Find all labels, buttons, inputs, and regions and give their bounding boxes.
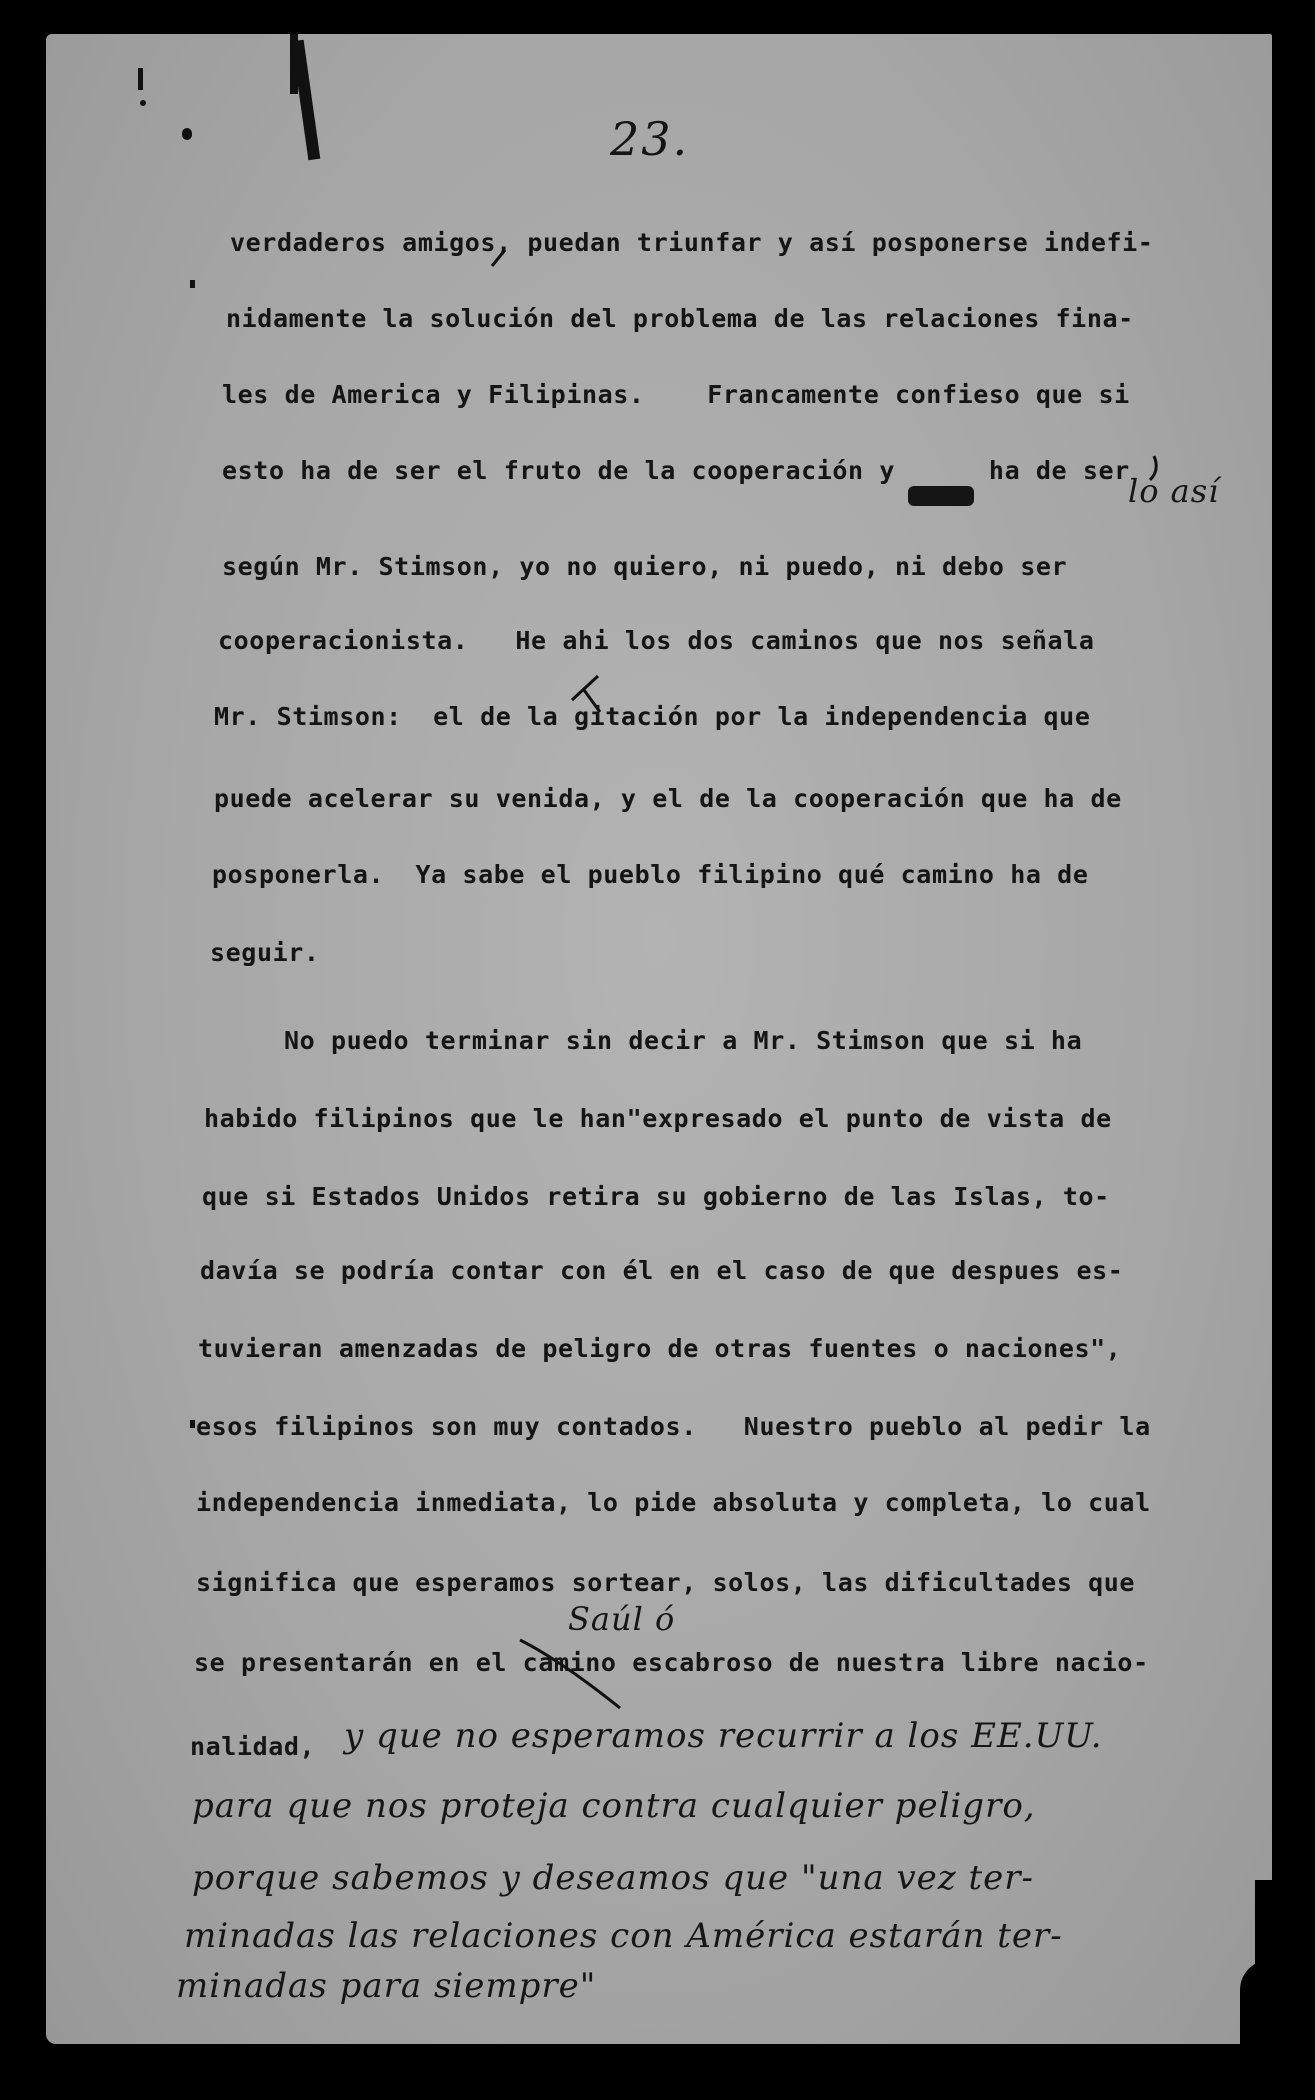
typed-line: se presentarán en el camino escabroso de nuestra libre nacio-	[194, 1648, 1149, 1677]
typed-line: nalidad,	[190, 1732, 316, 1761]
handwritten-line: porque sabemos y deseamos que "una vez ter-	[192, 1858, 1035, 1898]
handwritten-line: minadas para siempre"	[176, 1966, 597, 2006]
pen-stroke	[492, 250, 505, 266]
typed-line: Mr. Stimson: el de la gitación por la independencia que	[214, 702, 1091, 731]
handwritten-insert: lo así	[1128, 472, 1220, 510]
typed-line: nidamente la solución del problema de las relaciones fina-	[226, 304, 1134, 333]
typed-line: esto ha de ser el fruto de la cooperación y ha de ser	[222, 456, 1130, 485]
typed-line: davía se podría contar con él en el caso de que despues es-	[200, 1256, 1124, 1285]
handwritten-line: minadas las relaciones con América estarán ter-	[184, 1916, 1063, 1956]
typed-line: según Mr. Stimson, yo no quiero, ni puedo, ni debo ser	[222, 552, 1068, 581]
typed-line: puede acelerar su venida, y el de la cooperación que ha de	[214, 784, 1122, 813]
pen-stroke	[572, 676, 600, 712]
handwritten-line: y que no esperamos recurrir a los EE.UU.	[344, 1716, 1103, 1756]
typed-line: cooperacionista. He ahi los dos caminos que nos señala	[218, 626, 1095, 655]
typed-line: posponerla. Ya sabe el pueblo filipino qué camino ha de	[212, 860, 1089, 889]
typed-line: habido filipinos que le han"expresado el punto de vista de	[204, 1104, 1112, 1133]
handwritten-line: para que nos proteja contra cualquier peligro,	[192, 1786, 1036, 1826]
handwritten-insert: Saúl ó	[568, 1600, 676, 1638]
page-number: 23.	[610, 112, 690, 166]
typed-line: que si Estados Unidos retira su gobierno de las Islas, to-	[202, 1182, 1110, 1211]
typed-line: seguir.	[210, 938, 320, 967]
typed-line: esos filipinos son muy contados. Nuestro pueblo al pedir la	[196, 1412, 1151, 1441]
typed-line: les de America y Filipinas. Francamente confieso que si	[222, 380, 1130, 409]
typed-line: independencia inmediata, lo pide absoluta y completa, lo cual	[196, 1488, 1151, 1517]
typed-line: tuvieran amenzadas de peligro de otras fuentes o naciones",	[198, 1334, 1122, 1363]
pen-stroke	[1150, 456, 1156, 480]
pen-stroke	[520, 1640, 620, 1708]
typed-line: verdaderos amigos, puedan triunfar y así posponerse indefi-	[230, 228, 1154, 257]
typed-line: No puedo terminar sin decir a Mr. Stimson que si ha	[284, 1026, 1083, 1055]
typed-line: significa que esperamos sortear, solos, las dificultades que	[196, 1568, 1136, 1597]
